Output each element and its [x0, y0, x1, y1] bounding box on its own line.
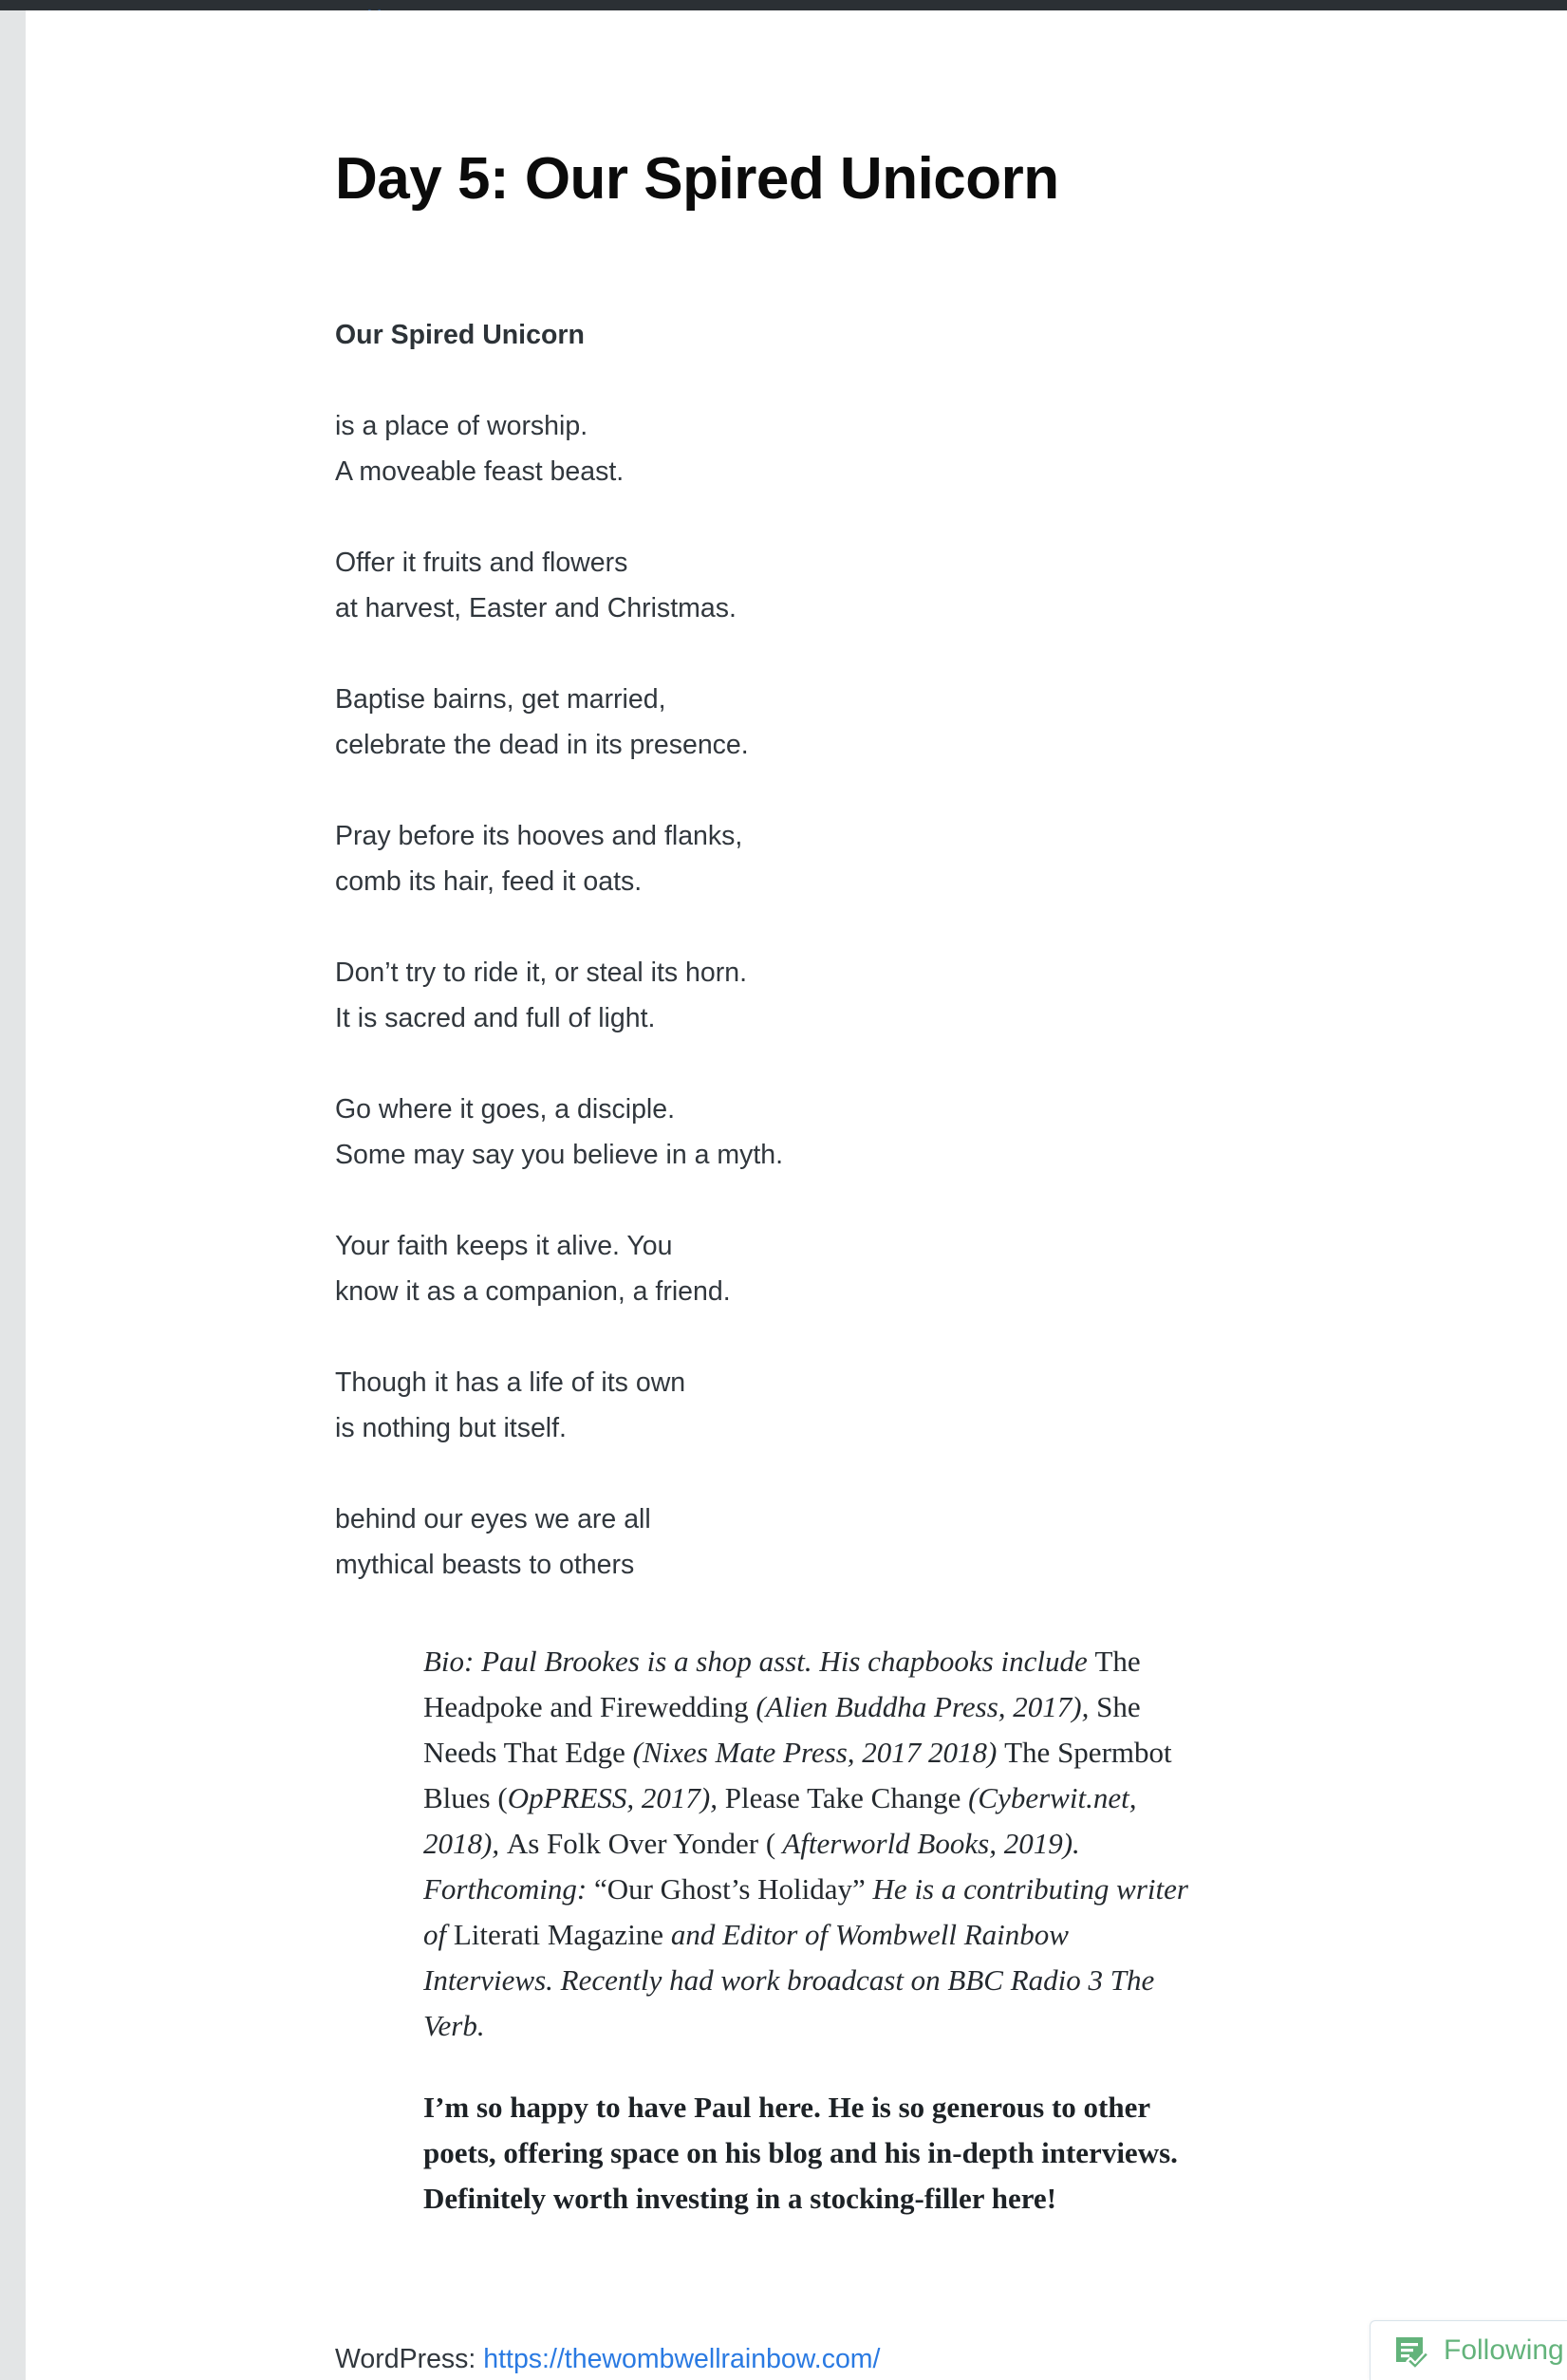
- bio-segment: Please Take Change: [724, 1781, 969, 1814]
- poem-line: mythical beasts to others: [335, 1550, 635, 1580]
- poem-line: comb its hair, feed it oats.: [335, 866, 643, 897]
- poem-spacer: [335, 1451, 1284, 1497]
- page-title: Day 5: Our Spired Unicorn: [335, 146, 1059, 212]
- poem-spacer: [335, 494, 1284, 540]
- bio-segment: Bio: Paul Brookes is a shop asst. His chapbooks include: [423, 1645, 1095, 1678]
- bio-segment: He is a contributing writer of: [423, 1872, 1188, 1951]
- poem-line: at harvest, Easter and Christmas.: [335, 593, 737, 623]
- browser-top-bar: [0, 0, 1567, 10]
- poem-spacer: [335, 1178, 1284, 1223]
- poem-line: Baptise bairns, get married,: [335, 684, 666, 715]
- document-page: [26, 10, 1567, 2380]
- poem-body: [335, 312, 1284, 1588]
- author-bio: [423, 1639, 1202, 2049]
- editor-note: I’m so happy to have Paul here. He is so generous to other poets, offering space on his blog and his in-depth interviews. Definitely worth investing in a stocking-filler here!: [423, 2091, 1178, 2215]
- poem-heading: Our Spired Unicorn: [335, 320, 585, 350]
- bio-segment: As Folk Over Yonder (: [506, 1827, 776, 1860]
- poem-line: Your faith keeps it alive. You: [335, 1231, 673, 1261]
- poem-spacer: [335, 768, 1284, 813]
- wordpress-label: WordPress:: [335, 2344, 484, 2374]
- following-label: Following: [1444, 2334, 1564, 2366]
- bio-segment: (Alien Buddha Press, 2017),: [756, 1690, 1097, 1723]
- page-left-gutter: [0, 10, 26, 2380]
- poem-line: Pray before its hooves and flanks,: [335, 821, 743, 851]
- following-document-check-icon: [1392, 2332, 1430, 2370]
- poem-line: is nothing but itself.: [335, 1413, 567, 1443]
- bio-segment: “Our Ghost’s Holiday”: [593, 1872, 873, 1906]
- poem-stanzas: [335, 403, 1284, 1588]
- poem-line: is a place of worship.: [335, 411, 588, 441]
- poem-line: Offer it fruits and flowers: [335, 548, 628, 578]
- poem-spacer: [335, 904, 1284, 950]
- poem-line: It is sacred and full of light.: [335, 1003, 656, 1033]
- bio-segment: The Spermbot Blues (: [423, 1736, 1172, 1814]
- poem-spacer: [335, 1041, 1284, 1087]
- bio-segment: OpPRESS, 2017),: [507, 1781, 725, 1814]
- poem-line: Though it has a life of its own: [335, 1367, 686, 1398]
- wordpress-link[interactable]: https://thewombwellrainbow.com/: [483, 2344, 881, 2374]
- bio-segment: Literati Magazine: [453, 1918, 671, 1951]
- following-widget[interactable]: [1370, 2320, 1567, 2380]
- bio-segment: (Nixes Mate Press, 2017 2018): [632, 1736, 1005, 1769]
- bio-segment: (Cyberwit.net, 2018),: [423, 1781, 1137, 1860]
- poem-line: A moveable feast beast.: [335, 456, 625, 487]
- bio-segment: Afterworld Books, 2019). Forthcoming:: [423, 1827, 1080, 1906]
- poem-line: Don’t try to ride it, or steal its horn.: [335, 958, 747, 988]
- poem-line: Some may say you believe in a myth.: [335, 1140, 784, 1170]
- poem-spacer: [335, 1314, 1284, 1360]
- bio-segment: She Needs That Edge: [423, 1690, 1141, 1769]
- poem-spacer: [335, 358, 1284, 403]
- poem-line: know it as a companion, a friend.: [335, 1276, 731, 1307]
- bio-segment: The Headpoke and Firewedding: [423, 1645, 1141, 1723]
- poem-spacer: [335, 631, 1284, 677]
- bio-segment: and Editor of Wombwell Rainbow Interviews. Recently had work broadcast on BBC Radio 3 The Verb.: [423, 1918, 1155, 2042]
- poem-line: Go where it goes, a disciple.: [335, 1094, 676, 1125]
- poem-line: celebrate the dead in its presence.: [335, 730, 749, 760]
- poem-line: behind our eyes we are all: [335, 1504, 651, 1534]
- wordpress-footer: [335, 2340, 880, 2378]
